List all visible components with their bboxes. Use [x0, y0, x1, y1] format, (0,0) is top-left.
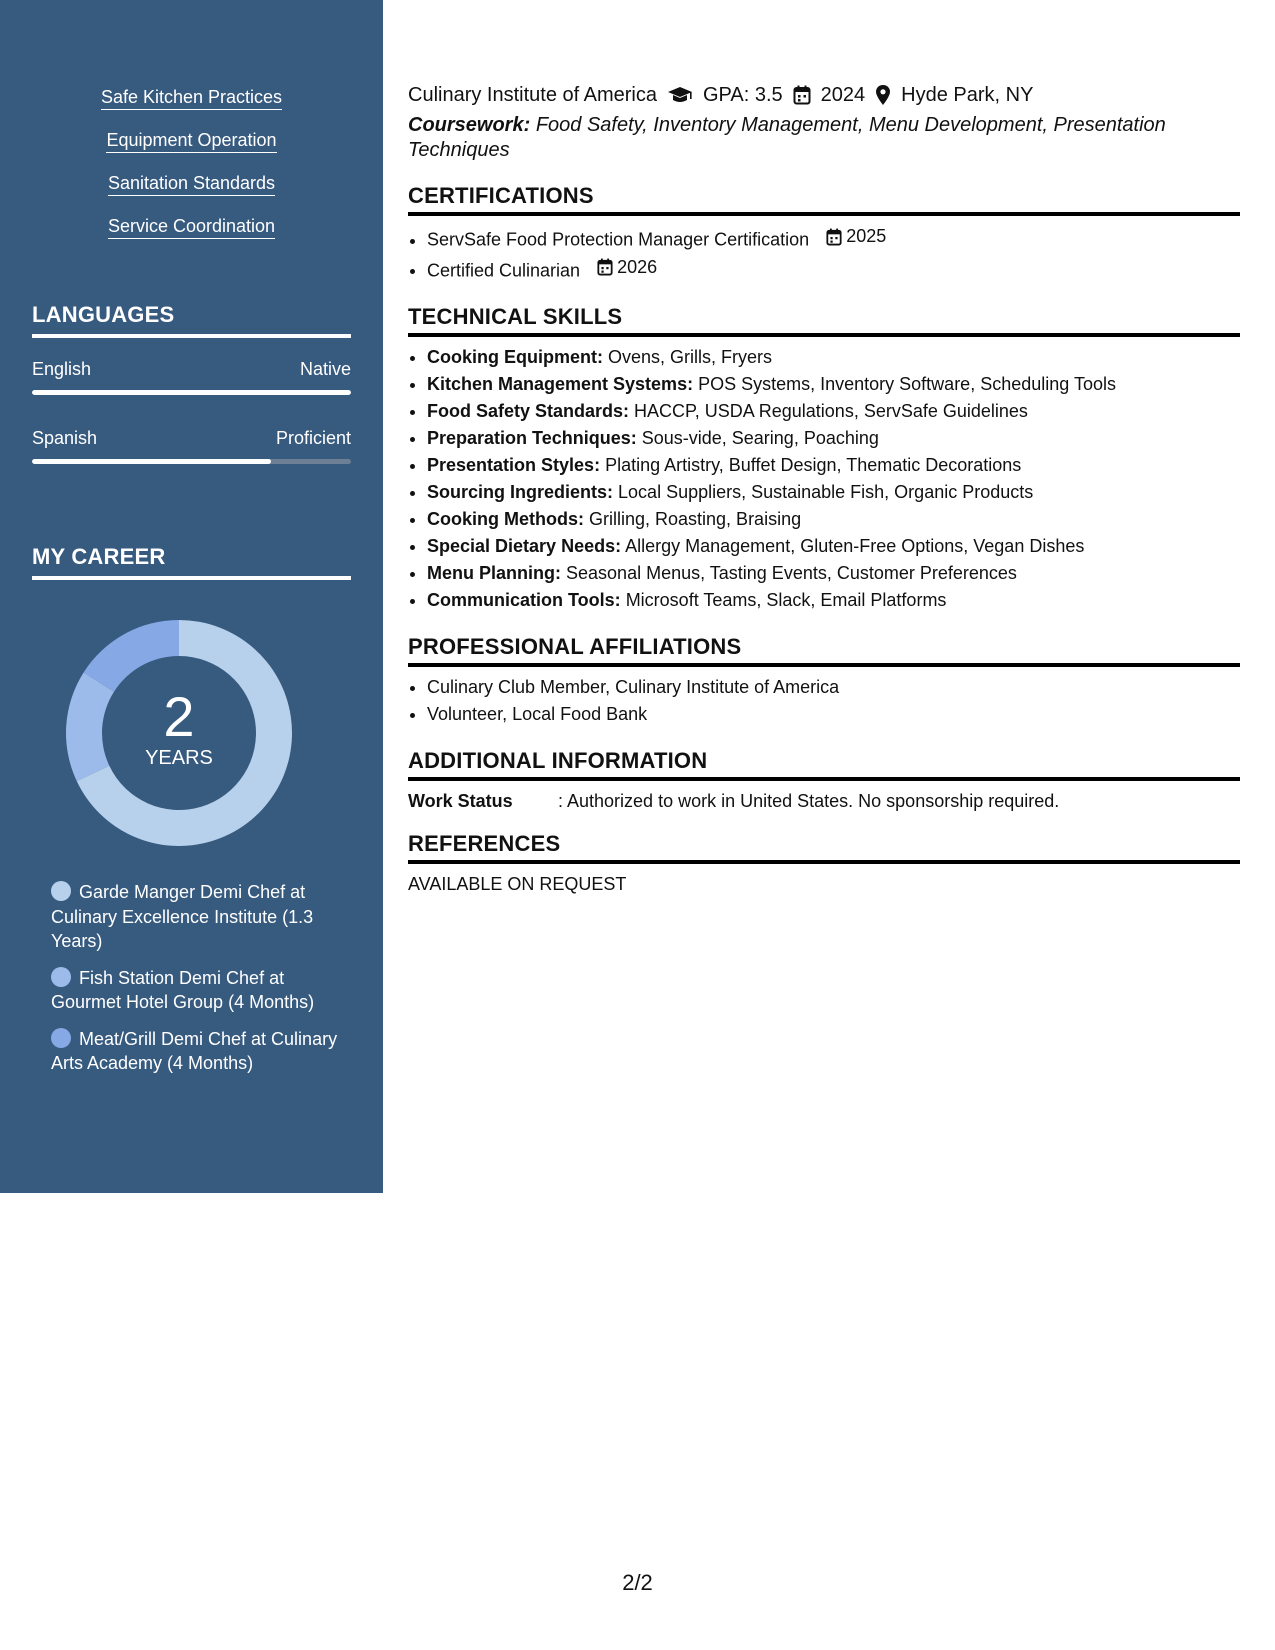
skill-label: Preparation Techniques: [427, 428, 637, 448]
skill-item [427, 587, 1240, 614]
certification-year-text: 2026 [617, 256, 658, 277]
language-bar-fill [32, 390, 351, 395]
affiliation-item: • Volunteer, Local Food Bank [427, 701, 1240, 728]
language-name: English [32, 359, 92, 379]
language-bar-spanish [32, 459, 351, 464]
skill-value: Microsoft Teams, Slack, Email Platforms [625, 590, 947, 610]
skill-item [427, 398, 1240, 425]
languages-heading: LANGUAGES [32, 302, 351, 338]
location: Hyde Park, NY [901, 84, 1034, 106]
language-row-spanish [32, 428, 351, 449]
skill-item [427, 452, 1240, 479]
references-text: AVAILABLE ON REQUEST [408, 874, 627, 894]
career-legend-dot [51, 881, 71, 901]
career-item-text: Meat/Grill Demi Chef at Culinary Arts Academy (4 Months) [51, 1028, 338, 1073]
language-level: Proficient [275, 428, 351, 448]
skill-label: Special Dietary Needs: [427, 536, 622, 556]
language-row-english [32, 359, 351, 380]
technical-skills-heading: TECHNICAL SKILLS [408, 304, 1240, 337]
career-item [51, 880, 341, 954]
skill-value: Grilling, Roasting, Braising [589, 509, 802, 529]
skill-value: Local Suppliers, Sustainable Fish, Organic Products [618, 482, 1034, 502]
certifications-heading: CERTIFICATIONS [408, 183, 1240, 216]
affiliations-list [408, 674, 1240, 728]
affiliations-heading: PROFESSIONAL AFFILIATIONS [408, 634, 1240, 667]
skill-link-sanitation-standards[interactable]: Sanitation Standards [108, 172, 275, 196]
skill-label: Kitchen Management Systems: [427, 374, 694, 394]
coursework-label: Coursework: [408, 114, 531, 136]
graduation-year: 2024 [820, 84, 866, 106]
certification-name: Certified Culinarian [427, 260, 581, 280]
page-number: 2/2 [622, 1570, 653, 1595]
career-item [51, 1027, 341, 1076]
references-heading: REFERENCES [408, 831, 1240, 864]
graduation-cap-icon [667, 85, 693, 105]
calendar-icon [826, 228, 842, 246]
skills-list [0, 86, 383, 258]
skill-link-equipment-operation[interactable]: Equipment Operation [106, 129, 276, 153]
skill-link-safe-kitchen-practices[interactable]: Safe Kitchen Practices [101, 86, 282, 110]
career-legend-dot [51, 1028, 71, 1048]
work-status-row [408, 789, 1240, 813]
skill-value: HACCP, USDA Regulations, ServSafe Guidelines [634, 401, 1028, 421]
sidebar [0, 0, 383, 1193]
career-legend-dot [51, 967, 71, 987]
additional-info-heading: ADDITIONAL INFORMATION [408, 748, 1240, 781]
skill-item [427, 344, 1240, 371]
technical-skills-list [408, 344, 1240, 614]
career-item-text: Fish Station Demi Chef at Gourmet Hotel Group (4 Months) [51, 967, 315, 1012]
skill-item [427, 506, 1240, 533]
certification-year-text: 2025 [846, 226, 887, 246]
language-name: Spanish [32, 428, 98, 448]
school-name: Culinary Institute of America [408, 84, 657, 106]
certifications-list [408, 223, 1240, 284]
career-total-number: 2 [163, 685, 195, 748]
certification-year [597, 254, 657, 281]
skill-item [427, 371, 1240, 398]
skill-label: Food Safety Standards: [427, 401, 630, 421]
education-line [408, 82, 1240, 108]
certification-item [427, 254, 1240, 285]
skill-label: Communication Tools: [427, 590, 621, 610]
career-total-unit: YEARS [145, 747, 213, 769]
coursework-text: Food Safety, Inventory Management, Menu Development, Presentation Techniques [408, 114, 1166, 161]
work-status-label: Work Status [408, 791, 513, 811]
skill-value: Sous-vide, Searing, Poaching [641, 428, 879, 448]
skill-label: Menu Planning: [427, 563, 561, 583]
career-heading: MY CAREER [32, 544, 351, 580]
main-content [408, 82, 1240, 895]
skill-value: POS Systems, Inventory Software, Scheduling Tools [698, 374, 1116, 394]
career-item [51, 966, 341, 1015]
career-list [51, 880, 341, 1088]
donut-center [66, 620, 292, 846]
certification-name: ServSafe Food Protection Manager Certification [427, 229, 810, 250]
career-donut [66, 620, 292, 846]
skill-label: Sourcing Ingredients: [427, 482, 614, 502]
skill-link-service-coordination[interactable]: Service Coordination [108, 215, 275, 239]
skill-label: Presentation Styles: [427, 455, 601, 475]
certification-year [826, 223, 886, 250]
certification-item [427, 223, 1240, 254]
skill-value: Seasonal Menus, Tasting Events, Customer Preferences [566, 563, 1017, 583]
skill-item [427, 533, 1240, 560]
language-level: Native [299, 359, 351, 379]
skill-item [427, 479, 1240, 506]
skill-value: Allergy Management, Gluten-Free Options, Vegan Dishes [625, 536, 1085, 556]
skill-label: Cooking Methods: [427, 509, 584, 529]
career-item-text: Garde Manger Demi Chef at Culinary Excellence Institute (1.3 Years) [51, 882, 314, 951]
calendar-icon [597, 258, 613, 276]
work-status-value: : Authorized to work in United States. No sponsorship required. [558, 791, 1060, 811]
affiliation-item: • Culinary Club Member, Culinary Institute of America [427, 674, 1240, 701]
language-bar-fill [32, 459, 271, 464]
coursework [408, 113, 1240, 163]
map-pin-icon [875, 84, 891, 106]
skill-item [427, 560, 1240, 587]
language-bar-english [32, 390, 351, 395]
skill-item [427, 425, 1240, 452]
calendar-icon [793, 85, 811, 105]
skill-value: Plating Artistry, Buffet Design, Thematic Decorations [605, 455, 1022, 475]
skill-label: Cooking Equipment: [427, 347, 603, 367]
skill-value: Ovens, Grills, Fryers [608, 347, 773, 367]
gpa: GPA: 3.5 [703, 84, 783, 106]
